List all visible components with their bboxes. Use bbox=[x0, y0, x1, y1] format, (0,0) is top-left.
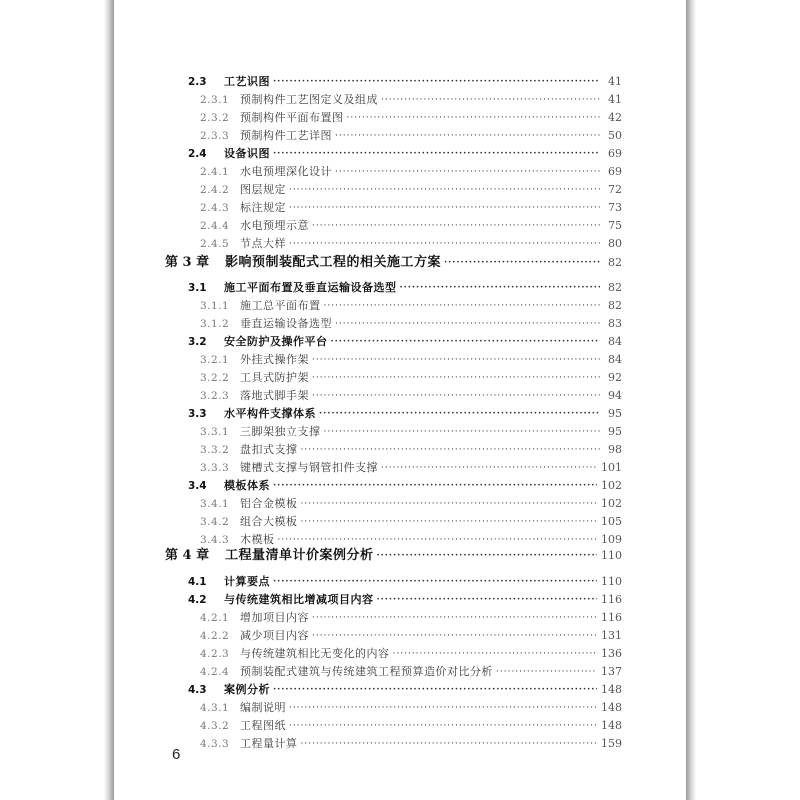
toc-section bbox=[188, 477, 622, 495]
dot-leader bbox=[289, 235, 600, 253]
dot-leader bbox=[335, 163, 600, 181]
dot-leader bbox=[377, 545, 597, 567]
toc-entry-page: 136 bbox=[601, 647, 622, 660]
toc-entry-title: 模板体系 bbox=[224, 479, 270, 492]
dot-leader bbox=[335, 315, 600, 333]
toc-entry-number: 3.1.2 bbox=[200, 318, 230, 330]
toc-subsection bbox=[200, 387, 622, 405]
toc-entry-page: 82 bbox=[608, 281, 622, 294]
toc-entry-page: 95 bbox=[608, 425, 622, 438]
toc-entry-number: 2.4.3 bbox=[200, 202, 230, 214]
toc-entry-number: 2.4 bbox=[188, 148, 207, 160]
toc-subsection bbox=[200, 495, 622, 513]
toc-entry-number: 4.3.1 bbox=[200, 702, 230, 714]
toc-entry-number: 2.3 bbox=[188, 76, 207, 88]
toc-entry-number: 3.1.1 bbox=[200, 300, 230, 312]
toc-entry-title: 与传统建筑相比增减项目内容 bbox=[224, 593, 374, 606]
toc-subsection bbox=[200, 735, 622, 753]
toc-entry-page: 50 bbox=[608, 129, 622, 142]
toc-entry-page: 110 bbox=[601, 575, 622, 588]
toc-subsection bbox=[200, 459, 622, 477]
toc-entry-title: 节点大样 bbox=[240, 237, 286, 250]
toc-entry-page: 116 bbox=[601, 593, 622, 606]
dot-leader bbox=[301, 441, 601, 459]
toc-entry-title: 预制构件工艺详图 bbox=[240, 129, 332, 142]
toc-entry-title: 组合大模板 bbox=[240, 515, 298, 528]
book-page bbox=[114, 0, 686, 800]
toc-entry-title: 编制说明 bbox=[240, 701, 286, 714]
dot-leader bbox=[301, 735, 598, 753]
toc-entry-number: 4.3.2 bbox=[200, 720, 230, 732]
toc-entry-title: 增加项目内容 bbox=[240, 611, 309, 624]
toc-entry-title: 减少项目内容 bbox=[240, 629, 309, 642]
toc-entry-number: 2.3.1 bbox=[200, 94, 230, 106]
dot-leader bbox=[273, 73, 600, 91]
toc-entry-page: 148 bbox=[601, 683, 622, 696]
dot-leader bbox=[312, 369, 600, 387]
toc-entry-page: 41 bbox=[608, 75, 622, 88]
toc-subsection bbox=[200, 217, 622, 235]
toc-entry-page: 116 bbox=[601, 611, 622, 624]
toc-entry-number: 3.3.1 bbox=[200, 426, 230, 438]
toc-entry-number: 2.3.3 bbox=[200, 130, 230, 142]
toc-entry-number: 2.4.1 bbox=[200, 166, 230, 178]
toc-entry-page: 75 bbox=[608, 219, 622, 232]
toc-entry-number: 4.2.2 bbox=[200, 630, 230, 642]
toc-entry-page: 92 bbox=[608, 371, 622, 384]
toc-entry-title: 三脚架独立支撑 bbox=[240, 425, 321, 438]
dot-leader bbox=[289, 717, 597, 735]
toc-entry-page: 148 bbox=[601, 719, 622, 732]
toc-subsection bbox=[200, 181, 622, 199]
toc-section bbox=[188, 573, 622, 591]
toc-entry-title: 垂直运输设备选型 bbox=[240, 317, 332, 330]
toc-subsection bbox=[200, 441, 622, 459]
dot-leader bbox=[289, 199, 600, 217]
dot-leader bbox=[312, 387, 600, 405]
toc-subsection bbox=[200, 717, 622, 735]
toc-subsection bbox=[200, 315, 622, 333]
toc-entry-page: 72 bbox=[608, 183, 622, 196]
toc-entry-title: 工程量计算 bbox=[240, 737, 298, 750]
toc-entry-title: 预制构件平面布置图 bbox=[240, 111, 344, 124]
toc-entry-page: 82 bbox=[608, 256, 622, 269]
dot-leader bbox=[312, 351, 600, 369]
toc-entry-number: 3.2.3 bbox=[200, 390, 230, 402]
toc-entry-number: 3.4.1 bbox=[200, 498, 230, 510]
dot-leader bbox=[381, 91, 600, 109]
dot-leader bbox=[319, 405, 600, 423]
dot-leader bbox=[377, 591, 598, 609]
toc-entry-title: 键槽式支撑与钢管扣件支撑 bbox=[240, 461, 378, 474]
toc-entry-title: 案例分析 bbox=[224, 683, 270, 696]
toc-entry-number: 3.1 bbox=[188, 282, 207, 294]
toc-entry-title: 水平构件支撑体系 bbox=[224, 407, 316, 420]
toc-subsection bbox=[200, 627, 622, 645]
dot-leader bbox=[324, 297, 601, 315]
page-shadow-right bbox=[686, 0, 696, 800]
toc-entry-page: 137 bbox=[601, 665, 622, 678]
toc-section bbox=[188, 145, 622, 163]
toc-entry-number: 2.4.2 bbox=[200, 184, 230, 196]
toc-entry-number: 4.2.3 bbox=[200, 648, 230, 660]
toc-entry-page: 102 bbox=[601, 479, 622, 492]
toc-entry-page: 94 bbox=[608, 389, 622, 402]
toc-subsection bbox=[200, 235, 622, 253]
toc-entry-number: 3.3 bbox=[188, 408, 207, 420]
toc-entry-title: 水电预埋示意 bbox=[240, 219, 309, 232]
toc-entry-page: 82 bbox=[608, 299, 622, 312]
toc-entry-number: 3.4.3 bbox=[200, 534, 230, 546]
toc-entry-title: 工艺识图 bbox=[224, 75, 270, 88]
page-shadow-left bbox=[104, 0, 114, 800]
toc-entry-title: 预制装配式建筑与传统建筑工程预算造价对比分析 bbox=[240, 665, 493, 678]
dot-leader bbox=[301, 495, 598, 513]
dot-leader bbox=[312, 217, 600, 235]
toc-section bbox=[188, 405, 622, 423]
dot-leader bbox=[393, 645, 598, 663]
toc-entry-number: 3.4 bbox=[188, 480, 207, 492]
toc-entry-page: 98 bbox=[608, 443, 622, 456]
toc-entry-title: 施工总平面布置 bbox=[240, 299, 321, 312]
toc-entry-number: 3.4.2 bbox=[200, 516, 230, 528]
toc-entry-page: 69 bbox=[608, 165, 622, 178]
toc-entry-page: 101 bbox=[601, 461, 622, 474]
dot-leader bbox=[273, 477, 597, 495]
dot-leader bbox=[347, 109, 601, 127]
toc-entry-title: 工程量清单计价案例分析 bbox=[225, 548, 374, 563]
toc-section bbox=[188, 681, 622, 699]
toc-entry-title: 施工平面布置及垂直运输设备选型 bbox=[224, 281, 397, 294]
toc-entry-number: 4.3.3 bbox=[200, 738, 230, 750]
toc-subsection bbox=[200, 423, 622, 441]
toc-entry-title: 外挂式操作架 bbox=[240, 353, 309, 366]
toc-entry-page: 83 bbox=[608, 317, 622, 330]
dot-leader bbox=[273, 145, 600, 163]
toc-subsection bbox=[200, 609, 622, 627]
toc-entry-title: 水电预埋深化设计 bbox=[240, 165, 332, 178]
toc-section bbox=[188, 591, 622, 609]
toc-entry-number: 3.2.2 bbox=[200, 372, 230, 384]
toc-entry-page: 69 bbox=[608, 147, 622, 160]
toc-entry-title: 铝合金模板 bbox=[240, 497, 298, 510]
dot-leader bbox=[273, 681, 597, 699]
dot-leader bbox=[312, 609, 597, 627]
toc-entry-page: 102 bbox=[601, 497, 622, 510]
toc-subsection bbox=[200, 297, 622, 315]
dot-leader bbox=[400, 279, 601, 297]
toc-entry-number: 4.2.1 bbox=[200, 612, 230, 624]
toc-entry-page: 159 bbox=[601, 737, 622, 750]
toc-entry-title: 工具式防护架 bbox=[240, 371, 309, 384]
toc-entry-page: 73 bbox=[608, 201, 622, 214]
toc-subsection bbox=[200, 645, 622, 663]
toc-entry-title: 安全防护及操作平台 bbox=[224, 335, 328, 348]
toc-entry-title: 与传统建筑相比无变化的内容 bbox=[240, 647, 390, 660]
toc-subsection bbox=[200, 513, 622, 531]
dot-leader bbox=[335, 127, 600, 145]
toc-entry-page: 42 bbox=[608, 111, 622, 124]
toc-entry-number: 3.2.1 bbox=[200, 354, 230, 366]
dot-leader bbox=[301, 513, 598, 531]
toc-entry-title: 计算要点 bbox=[224, 575, 270, 588]
page-number: 6 bbox=[172, 746, 181, 763]
toc-subsection bbox=[200, 127, 622, 145]
toc-entry-number: 第 4 章 bbox=[165, 548, 210, 563]
toc-entry-number: 4.3 bbox=[188, 684, 207, 696]
toc-entry-number: 第 3 章 bbox=[165, 255, 210, 270]
toc-entry-page: 80 bbox=[608, 237, 622, 250]
dot-leader bbox=[324, 423, 601, 441]
toc-entry-number: 4.1 bbox=[188, 576, 207, 588]
toc-entry-page: 84 bbox=[608, 335, 622, 348]
toc-entry-page: 109 bbox=[601, 533, 622, 546]
toc-entry-number: 2.3.2 bbox=[200, 112, 230, 124]
dot-leader bbox=[289, 699, 597, 717]
dot-leader bbox=[273, 573, 597, 591]
toc-subsection bbox=[200, 699, 622, 717]
toc-entry-number: 3.2 bbox=[188, 336, 207, 348]
dot-leader bbox=[381, 459, 597, 477]
toc-subsection bbox=[200, 91, 622, 109]
toc-section bbox=[188, 73, 622, 91]
toc-entry-page: 95 bbox=[608, 407, 622, 420]
toc-entry-page: 110 bbox=[601, 549, 622, 562]
toc-section bbox=[188, 279, 622, 297]
toc-entry-number: 2.4.5 bbox=[200, 238, 230, 250]
toc-entry-title: 影响预制装配式工程的相关施工方案 bbox=[225, 255, 442, 270]
toc-chapter bbox=[165, 545, 622, 567]
dot-leader bbox=[331, 333, 601, 351]
toc-entry-page: 148 bbox=[601, 701, 622, 714]
toc-subsection bbox=[200, 199, 622, 217]
toc-chapter bbox=[165, 252, 622, 274]
toc-entry-number: 4.2 bbox=[188, 594, 207, 606]
toc-entry-number: 3.3.3 bbox=[200, 462, 230, 474]
toc-entry-page: 131 bbox=[601, 629, 622, 642]
toc-entry-number: 3.3.2 bbox=[200, 444, 230, 456]
toc-entry-title: 工程图纸 bbox=[240, 719, 286, 732]
toc-entry-title: 落地式脚手架 bbox=[240, 389, 309, 402]
toc-entry-number: 2.4.4 bbox=[200, 220, 230, 232]
toc-subsection bbox=[200, 109, 622, 127]
toc-entry-number: 4.2.4 bbox=[200, 666, 230, 678]
toc-entry-page: 41 bbox=[608, 93, 622, 106]
toc-section bbox=[188, 333, 622, 351]
toc-entry-title: 盘扣式支撑 bbox=[240, 443, 298, 456]
toc-entry-page: 84 bbox=[608, 353, 622, 366]
toc-entry-title: 设备识图 bbox=[224, 147, 270, 160]
toc-entry-title: 图层规定 bbox=[240, 183, 286, 196]
dot-leader bbox=[289, 181, 600, 199]
toc-entry-title: 标注规定 bbox=[240, 201, 286, 214]
toc-subsection bbox=[200, 663, 622, 681]
toc-subsection bbox=[200, 163, 622, 181]
toc-subsection bbox=[200, 369, 622, 387]
toc-entry-title: 木模板 bbox=[240, 533, 275, 546]
toc-subsection bbox=[200, 351, 622, 369]
dot-leader bbox=[444, 252, 600, 274]
dot-leader bbox=[312, 627, 597, 645]
dot-leader bbox=[496, 663, 597, 681]
toc-entry-page: 105 bbox=[601, 515, 622, 528]
toc-entry-title: 预制构件工艺图定义及组成 bbox=[240, 93, 378, 106]
